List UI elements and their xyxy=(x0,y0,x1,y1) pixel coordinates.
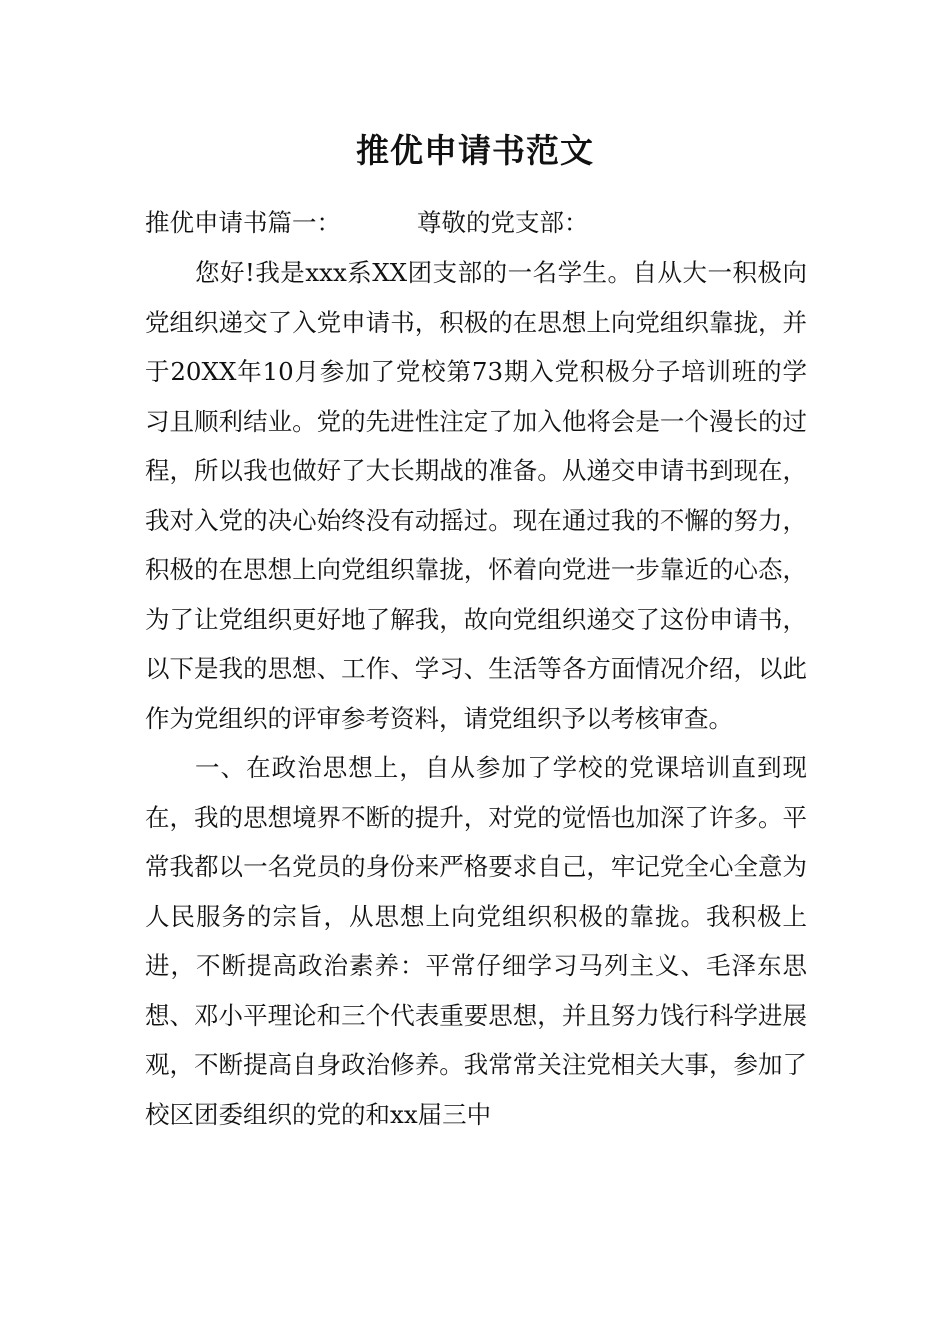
document-title: 推优申请书范文 xyxy=(356,131,594,170)
document-body xyxy=(145,248,807,1139)
heading-prefix: 推优申请书篇一： xyxy=(145,208,341,237)
heading-line xyxy=(145,198,807,248)
paragraph-political: 一、在政治思想上，自从参加了学校的党课培训直到现在，我的思想境界不断的提升，对党的觉悟也加深了许多。平常我都以一名党员的身份来严格要求自己，牢记党全心全意为人民服务的宗旨，从思想上向党组织积极的靠拢。我积极上进，不断提高政治素养：平常仔细学习马列主义、毛泽东思想、邓小平理论和三个代表重要思想，并且努力饯行科学进展观，不断提高自身政治修养。我常常关注党相关大事，参加了校区团委组织的党的和xx届三中 xyxy=(145,753,807,1129)
paragraph-intro: 您好!我是xxx系XX团支部的一名学生。自从大一积极向党组织递交了入党申请书，积极的在思想上向党组织靠拢，并于20XX年10月参加了党校第73期入党积极分子培训班的学习且顺利结业。党的先进性注定了加入他将会是一个漫长的过程，所以我也做好了大长期战的准备。从递交申请书到现在，我对入党的决心始终没有动摇过。现在通过我的不懈的努力，积极的在思想上向党组织靠拢，怀着向党进一步靠近的心态，为了让党组织更好地了解我，故向党组织递交了这份申请书，以下是我的思想、工作、学习、生活等各方面情况介绍，以此作为党组织的评审参考资料，请党组织予以考核审查。 xyxy=(145,258,807,733)
salutation: 尊敬的党支部： xyxy=(417,208,589,237)
